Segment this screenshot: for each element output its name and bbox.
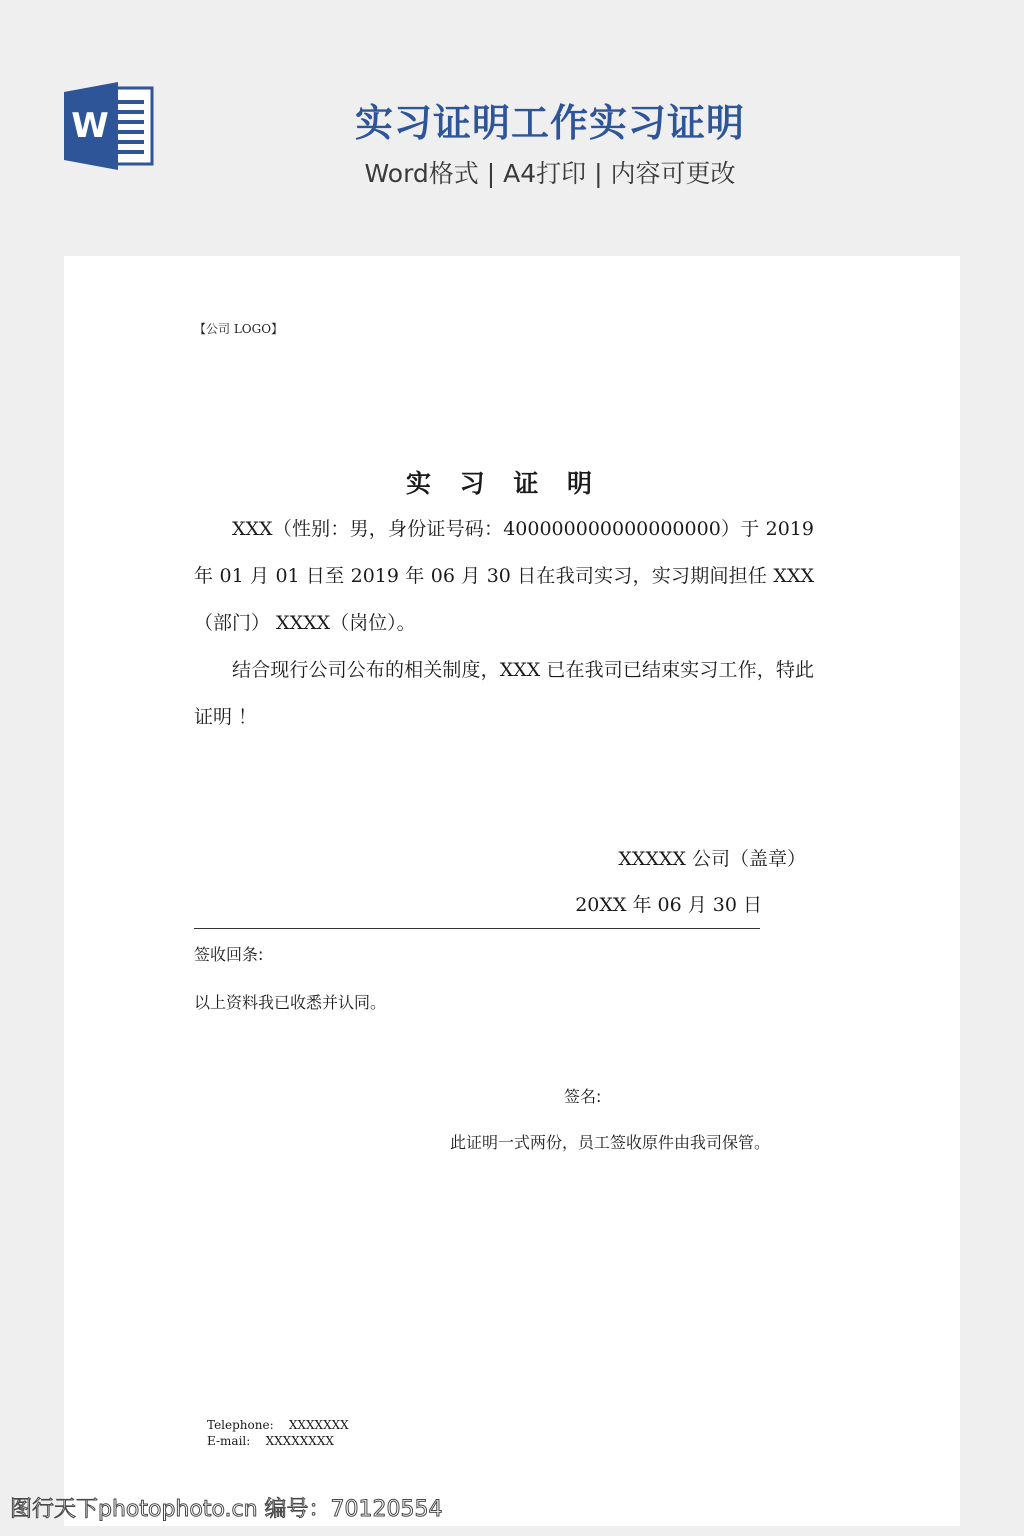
- contact-telephone: [207, 1418, 349, 1432]
- header-banner: [0, 0, 1024, 230]
- signature-label: 签名:: [564, 1087, 602, 1106]
- banner-title: 实习证明工作实习证明: [354, 101, 745, 145]
- watermark: 图行天下photophoto.cn 编号：70120554: [10, 1497, 443, 1522]
- telephone-value: XXXXXXX: [288, 1418, 349, 1432]
- email-label: E-mail:: [207, 1434, 251, 1448]
- svg-text:W: W: [71, 106, 109, 146]
- receipt-heading: 签收回条:: [194, 945, 264, 964]
- body-paragraph: XXX（性别：男，身份证号码：400000000000000000）于 2019 年 01 月 01 日至 2019 年 06 月 30 日在我司实习，实习期间担任 XXX（部门） XXXX（岗位）。: [194, 518, 814, 634]
- word-icon: [64, 82, 156, 170]
- email-value: XXXXXXXX: [265, 1434, 334, 1448]
- banner-subtitle: Word格式 | A4打印 | 内容可更改: [364, 159, 736, 188]
- document-page: [64, 256, 960, 1526]
- contact-email: [207, 1434, 334, 1448]
- divider: [194, 928, 760, 929]
- document-title: 实 习 证 明: [405, 469, 603, 498]
- document-body: [194, 506, 814, 741]
- telephone-label: Telephone:: [207, 1418, 274, 1432]
- body-paragraph: 结合现行公司公布的相关制度，XXX 已在我司已结束实习工作，特此证明 ！: [194, 659, 814, 728]
- receipt-text: 以上资料我已收悉并认同。: [194, 993, 387, 1012]
- issue-date: 20XX 年 06 月 30 日: [575, 894, 762, 916]
- company-seal-line: XXXXX 公司（盖章）: [618, 848, 806, 870]
- copy-note: 此证明一式两份，员工签收原件由我司保管。: [450, 1133, 771, 1152]
- company-logo-placeholder: 【公司 LOGO】: [194, 322, 284, 336]
